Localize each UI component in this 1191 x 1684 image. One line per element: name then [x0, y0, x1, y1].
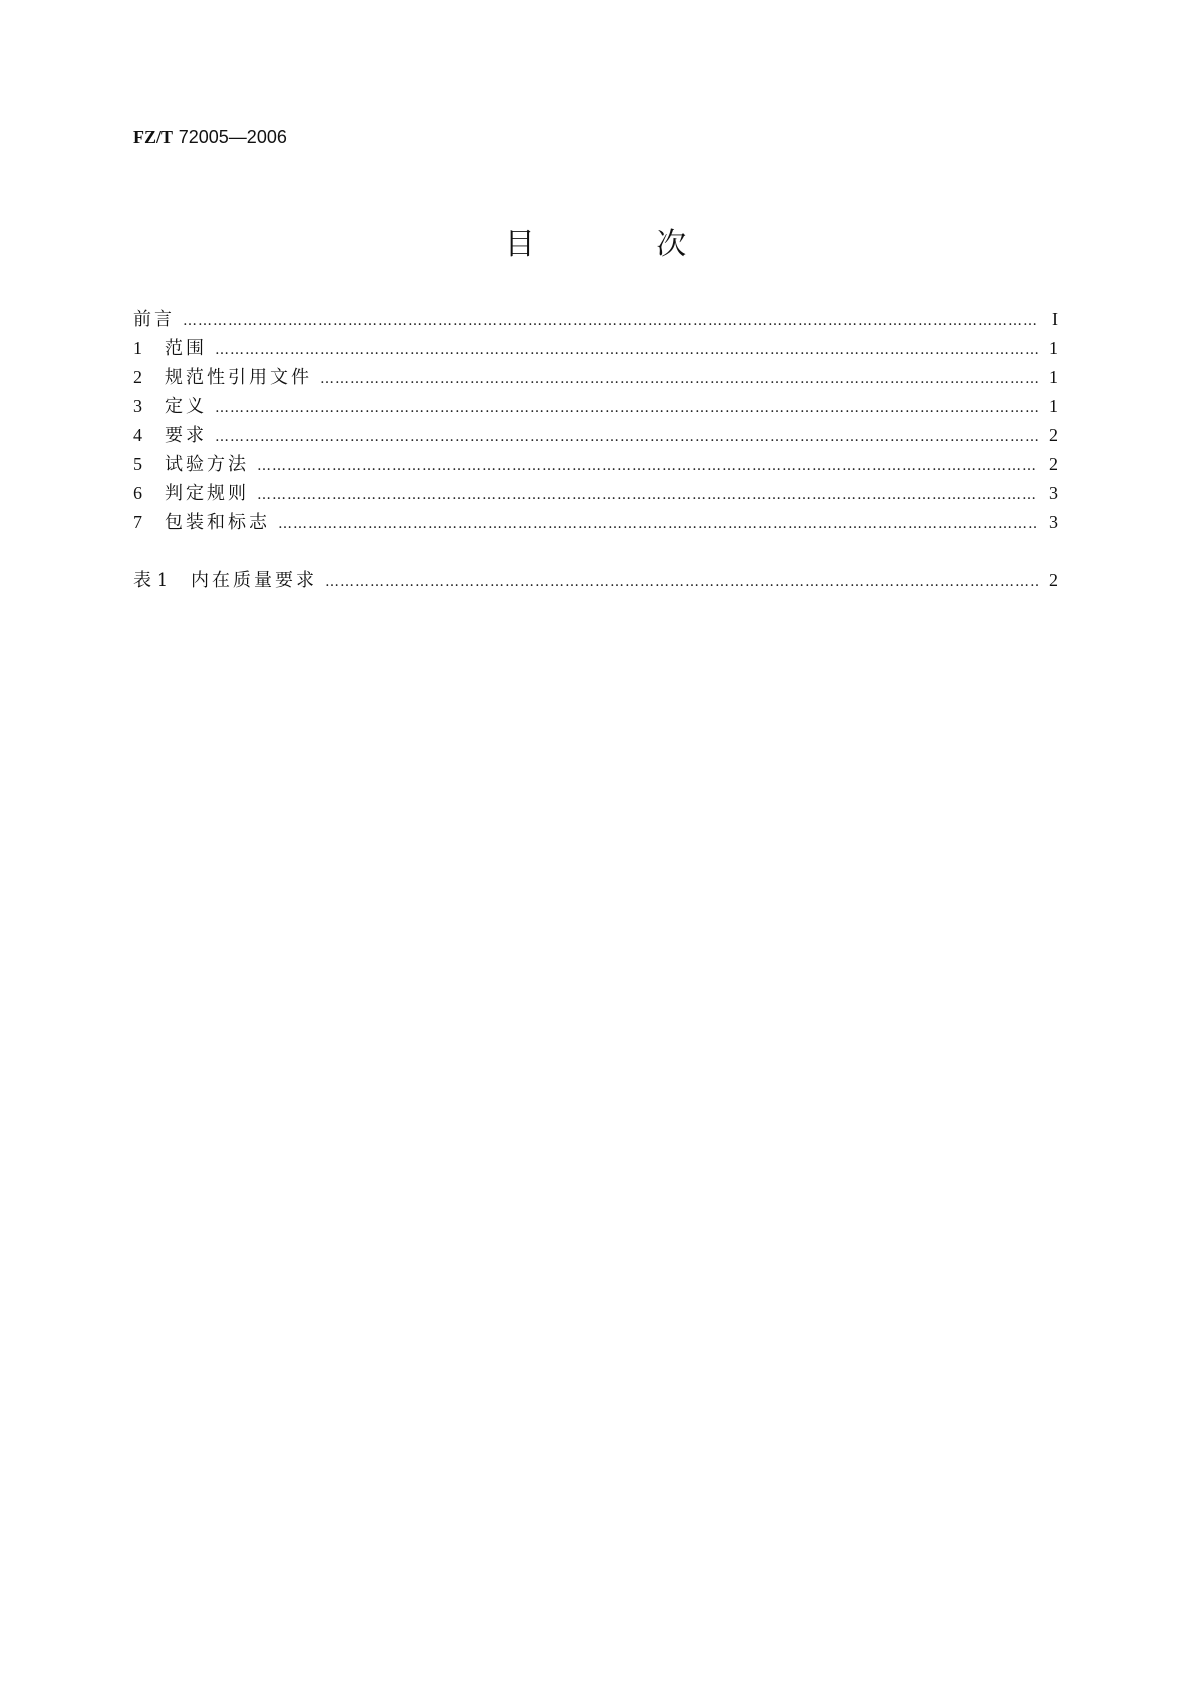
page-title: 目 次 — [504, 227, 743, 262]
toc-item-number: 2 — [133, 367, 142, 387]
toc-item-label: 内在质量要求 — [191, 570, 317, 591]
toc-leader — [215, 425, 1038, 449]
toc-item-requirements[interactable] — [133, 423, 1058, 447]
toc-item-definitions[interactable] — [133, 394, 1058, 418]
toc-leader — [215, 338, 1038, 362]
toc-leader — [257, 454, 1038, 478]
toc-item-page: 3 — [1049, 512, 1058, 532]
toc-leader — [320, 367, 1038, 391]
standard-code — [133, 126, 287, 149]
toc-leader — [257, 483, 1038, 507]
toc-leader — [183, 309, 1038, 333]
toc-item-preface[interactable] — [133, 307, 1058, 331]
toc-item-label: 包装和标志 — [165, 512, 270, 533]
toc-item-page: 1 — [1049, 367, 1058, 387]
toc-item-page: I — [1052, 309, 1058, 329]
toc-item-number: 5 — [133, 454, 142, 474]
toc-item-page: 2 — [1049, 425, 1058, 445]
toc-item-number: 7 — [133, 512, 142, 532]
toc-item-page: 3 — [1049, 483, 1058, 503]
toc-item-page: 1 — [1049, 338, 1058, 358]
toc-item-number: 3 — [133, 396, 142, 416]
toc-item-normative-references[interactable] — [133, 365, 1058, 389]
toc-item-scope[interactable] — [133, 336, 1058, 360]
toc-item-label: 规范性引用文件 — [165, 367, 312, 388]
toc-item-page: 2 — [1049, 570, 1058, 590]
toc-leader — [278, 512, 1038, 536]
toc-item-table-1[interactable] — [133, 568, 1058, 592]
toc-item-test-methods[interactable] — [133, 452, 1058, 476]
toc-item-page: 2 — [1049, 454, 1058, 474]
toc-item-label: 要求 — [165, 425, 207, 446]
standard-number: 72005—2006 — [178, 127, 287, 147]
toc-item-number: 4 — [133, 425, 142, 445]
toc-item-label: 定义 — [165, 396, 207, 417]
toc-item-packaging-marking[interactable] — [133, 510, 1058, 534]
toc-item-label: 试验方法 — [165, 454, 249, 475]
toc-item-page: 1 — [1049, 396, 1058, 416]
toc-item-number: 1 — [133, 338, 142, 358]
toc-leader — [325, 570, 1038, 594]
toc-table-number: 表 1 — [133, 570, 169, 591]
toc-leader — [215, 396, 1038, 420]
standard-prefix: FZ/T — [133, 127, 174, 147]
toc-item-judgment-rules[interactable] — [133, 481, 1058, 505]
toc-item-label: 判定规则 — [165, 483, 249, 504]
toc-item-number: 6 — [133, 483, 142, 503]
toc-item-label: 前言 — [133, 309, 175, 330]
toc-item-label: 范围 — [165, 338, 207, 359]
